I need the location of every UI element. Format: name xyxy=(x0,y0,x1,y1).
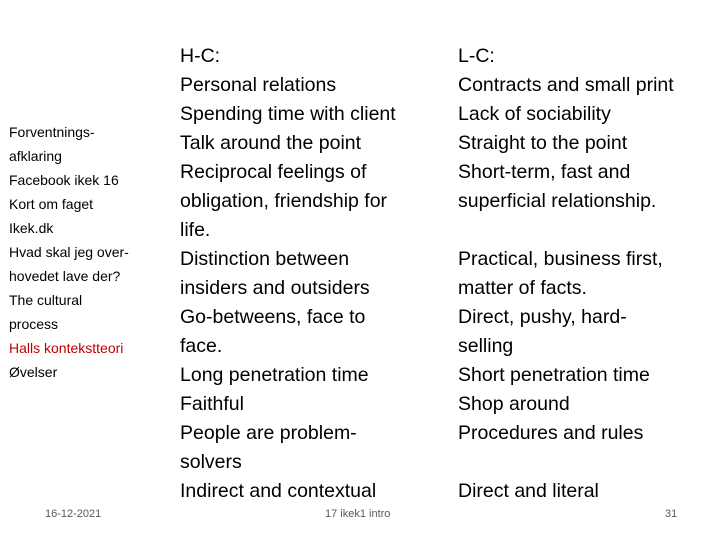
sidebar-item-ovelser[interactable] xyxy=(9,360,159,384)
high-context-column xyxy=(180,42,440,506)
sidebar-item-forventningsafklaring[interactable] xyxy=(9,120,159,168)
sidebar-item-label: Forventnings- xyxy=(9,124,95,140)
footer-page-number: 31 xyxy=(665,508,678,520)
high-context-line: Distinction between xyxy=(180,248,350,270)
high-context-line: Long penetration time xyxy=(180,364,369,386)
high-context-line: obligation, friendship for xyxy=(180,190,388,212)
high-context-line: Personal relations xyxy=(180,74,337,96)
sidebar-item-label: Øvelser xyxy=(9,364,58,380)
low-context-line: Short-term, fast and xyxy=(458,161,631,183)
low-context-line: Procedures and rules xyxy=(458,422,644,444)
sidebar-item-label: Kort om faget xyxy=(9,196,94,212)
high-context-line: insiders and outsiders xyxy=(180,277,370,299)
sidebar-item-label: Halls kontekstteori xyxy=(9,340,124,356)
high-context-line: Spending time with client xyxy=(180,103,396,125)
sidebar-item-label: process xyxy=(9,316,59,332)
sidebar-item-label: afklaring xyxy=(9,148,62,164)
low-context-line: Shop around xyxy=(458,393,570,415)
sidebar-item-label: The cultural xyxy=(9,292,83,308)
low-context-line: selling xyxy=(458,335,514,357)
low-context-line: superficial relationship. xyxy=(458,190,657,212)
sidebar-nav xyxy=(9,120,159,384)
low-context-line: Practical, business first, xyxy=(458,248,663,270)
low-context-line: Contracts and small print xyxy=(458,74,674,96)
high-context-line: life. xyxy=(180,219,211,241)
low-context-column xyxy=(458,42,718,506)
low-context-spacer xyxy=(458,216,718,245)
low-context-line: matter of facts. xyxy=(458,277,587,299)
low-context-spacer xyxy=(458,448,718,477)
high-context-line: Talk around the point xyxy=(180,132,362,154)
sidebar-item-label: Hvad skal jeg over- xyxy=(9,244,129,260)
sidebar-item-facebook[interactable] xyxy=(9,168,159,192)
high-context-line: solvers xyxy=(180,451,242,473)
footer-date: 16-12-2021 xyxy=(45,508,102,520)
low-context-heading: L-C: xyxy=(458,45,495,67)
sidebar-item-label: Ikek.dk xyxy=(9,220,54,236)
low-context-line: Direct and literal xyxy=(458,480,599,502)
high-context-line: People are problem- xyxy=(180,422,357,444)
low-context-line: Straight to the point xyxy=(458,132,628,154)
footer-title: 17 ikek1 intro xyxy=(325,508,391,520)
high-context-line: Indirect and contextual xyxy=(180,480,377,502)
sidebar-item-label: Facebook ikek 16 xyxy=(9,172,119,188)
high-context-line: Go-betweens, face to xyxy=(180,306,366,328)
high-context-line: Faithful xyxy=(180,393,244,415)
low-context-line: Short penetration time xyxy=(458,364,650,386)
sidebar-item-kort-om-faget[interactable] xyxy=(9,192,159,216)
high-context-line: face. xyxy=(180,335,223,357)
low-context-line: Lack of sociability xyxy=(458,103,611,125)
sidebar-item-halls-kontekstteori[interactable] xyxy=(9,336,159,360)
sidebar-item-ikek-dk[interactable] xyxy=(9,216,159,240)
sidebar-item-cultural-process[interactable] xyxy=(9,288,159,336)
high-context-heading: H-C: xyxy=(180,45,221,67)
sidebar-item-hvad-skal-jeg[interactable] xyxy=(9,240,159,288)
high-context-line: Reciprocal feelings of xyxy=(180,161,367,183)
low-context-line: Direct, pushy, hard- xyxy=(458,306,627,328)
sidebar-item-label: hovedet lave der? xyxy=(9,268,121,284)
